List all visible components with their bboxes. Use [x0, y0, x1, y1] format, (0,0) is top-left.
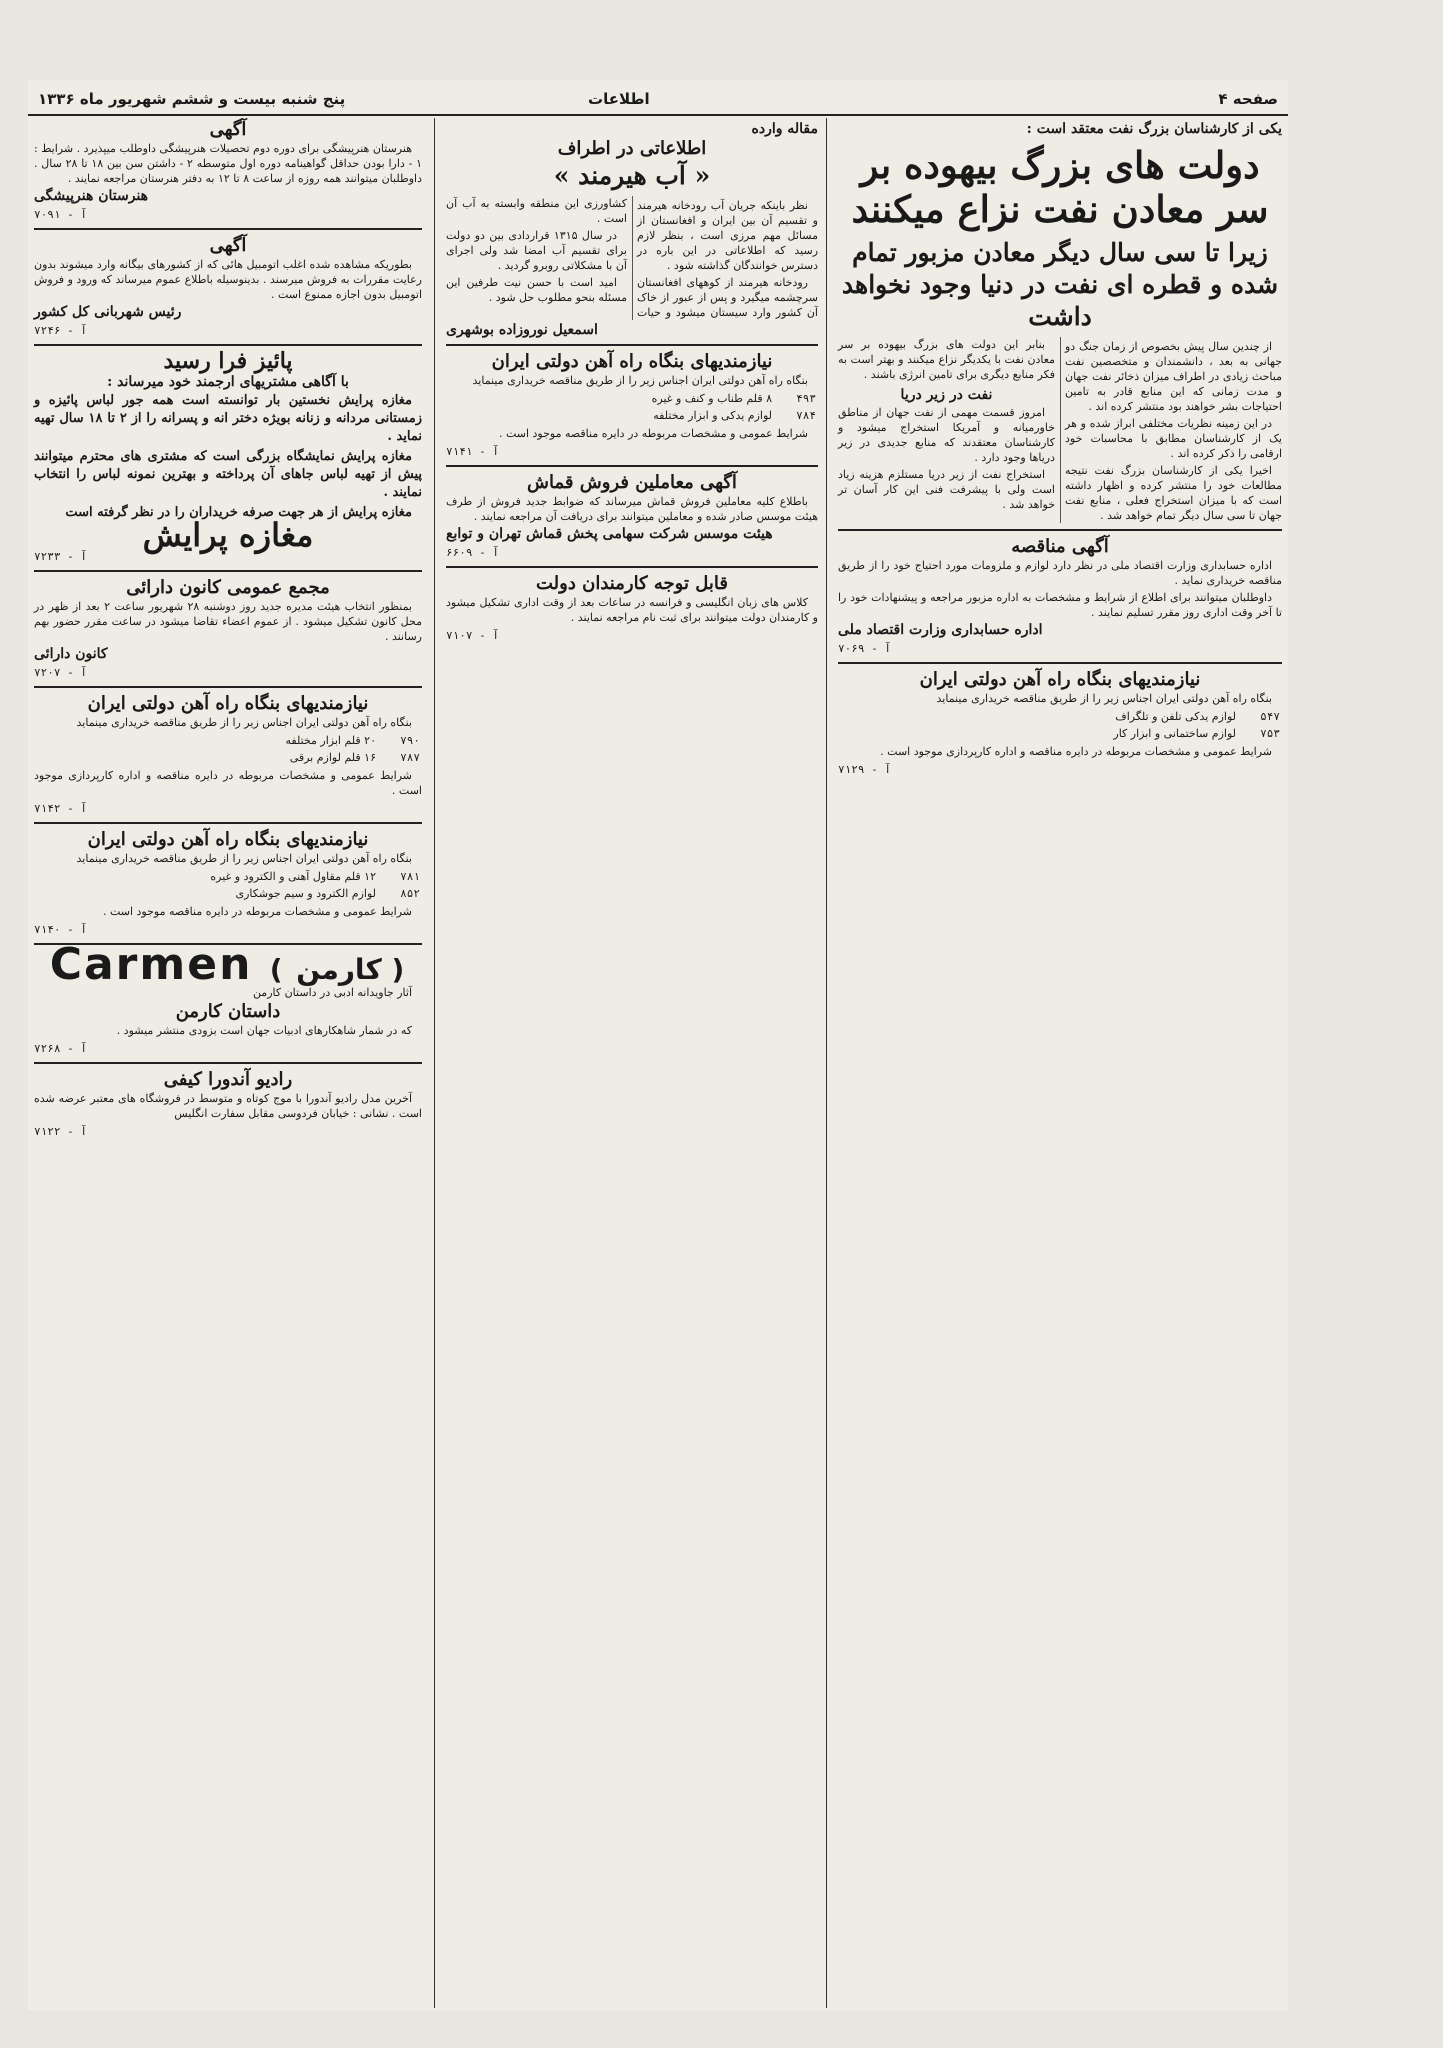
- item-text: لوازم یدکی و ابزار مختلفه: [653, 409, 772, 422]
- ad-signature: هنرستان هنرپیشگی: [34, 188, 149, 204]
- table-row: [34, 885, 422, 902]
- ad-general-assembly: [34, 570, 422, 680]
- item-number: ۷۸۴: [796, 409, 816, 422]
- fabric-traders-notice: [446, 465, 818, 560]
- ad-paragraph: بطوریکه مشاهده شده اغلب اتومبیل هائی که از کشورهای بیگانه وارد میشوند بدون رعایت مقررات به فروش میرسند . بدینوسیله باطلاع عموم میرساند که ورود و فروش اتومبیل بدون اجازه ممنوع است .: [34, 258, 422, 301]
- railway-notice-title: نیازمندیهای بنگاه راه آهن دولتی ایران: [87, 693, 369, 714]
- article-kicker: یکی از کارشناسان بزرگ نفت معتقد است :: [1026, 121, 1282, 137]
- article-title-line2: « آب هیرمند »: [553, 161, 711, 190]
- item-number: ۷۵۳: [1260, 727, 1280, 740]
- ad-reference: آ - ۷۱۴۲: [34, 802, 87, 815]
- ad-title: آگهی: [209, 119, 247, 140]
- ad-clothing-store: [34, 344, 422, 564]
- item-text: ۲۰ قلم ابزار مختلفه: [285, 734, 376, 747]
- article-body: [838, 337, 1282, 523]
- ad-paragraph: مغازه پرایش نمایشگاه بزرگی است که مشتری های محترم میتوانند پیش از تهیه لباس جاهای آن پرداخته و بهترین نمونه لباس را انتخاب نمایند .: [34, 449, 422, 500]
- item-text: لوازم یدکی تلفن و تلگراف: [1115, 710, 1236, 723]
- ad-lead: با آگاهی مشتریهای ارجمند خود میرساند :: [107, 374, 349, 390]
- employees-notice-paragraph: کلاس های زبان انگلیسی و فرانسه در ساعات بعد از وقت اداری تشکیل میشود و کارمندان دولت میتوانند برای ثبت نام مراجعه نمایند .: [446, 596, 818, 624]
- item-text: لوازم الکترود و سیم جوشکاری: [235, 887, 376, 900]
- carmen-logo-latin: Carmen: [49, 939, 253, 990]
- article-paragraph: در سال ۱۳۱۵ قراردادی بین دو دولت برای تقسیم آب امضا شد ولی اجرای آن با مشکلاتی روبرو گردید .: [446, 229, 627, 272]
- railway-notice-note: شرایط عمومی و مشخصات مربوطه در دایره مناقصه و اداره کارپردازی موجود است .: [880, 745, 1272, 758]
- article-paragraph: اخیرا یکی از کارشناسان بزرگ نفت نتیجه مطالعات خود را منتشر کرده و اظهار داشته است که با میزان استخراج فعلی ، منابع نفت جهان تا سی سال دیگر تمام خواهد شد .: [1065, 464, 1282, 522]
- section-tag: مقاله وارده: [751, 121, 818, 137]
- article-subheading: نفت در زیر دریا: [900, 387, 993, 403]
- railway-notice: [34, 822, 422, 937]
- railway-notice: [34, 686, 422, 816]
- tender-paragraph: اداره حسابداری وزارت اقتصاد ملی در نظر دارد لوازم و ملزومات مورد احتیاج خود را از طریق مناقصه خریداری نماید .: [838, 559, 1282, 587]
- ad-reference: آ - ۷۲۶۸: [34, 1042, 87, 1055]
- article-paragraph: امروز قسمت مهمی از نفت جهان از مناطق خاورمیانه و آمریکا استخراج میشود و کارشناسان معتقدند که منابع جدیدی در زیر دریاها وجود دارد .: [838, 406, 1055, 464]
- article-headline: دولت های بزرگ بیهوده بر سر معادن نفت نزاع میکنند: [851, 143, 1269, 231]
- ad-title: داستان کارمن: [175, 1001, 281, 1022]
- ad-reference: آ - ۷۱۲۲: [34, 1125, 87, 1138]
- issue-date: پنج شنبه بیست و ششم شهریور ماه ۱۳۳۶: [38, 90, 346, 108]
- table-row: [446, 390, 818, 407]
- ad-paragraph: هنرستان هنرپیشگی برای دوره دوم تحصیلات هنرپیشگی داوطلب میپذیرد . شرایط : ۱ - دارا بودن حداقل گواهینامه دوره اول متوسطه ۲ - داشتن سن بین ۱۸ تا ۲۸ سال . داوطلبان میتوانند همه روزه از ساعت ۸ تا ۱۲ به دفتر هنرستان مراجعه نمایند .: [34, 142, 422, 185]
- railway-notice: [446, 344, 818, 459]
- ad-reference: آ - ۷۱۴۱: [446, 445, 499, 458]
- railway-notice-intro: بنگاه راه آهن دولتی ایران اجناس زیر را از طریق مناقصه خریداری مینماید: [472, 374, 808, 387]
- tender-paragraph: داوطلبان میتوانند برای اطلاع از شرایط و مشخصات به اداره مزبور مراجعه و پیشنهادات خود را تا آخر وقت اداری روز مقرر تسلیم نمایند .: [838, 591, 1282, 619]
- ad-title: مجمع عمومی کانون دارائی: [126, 577, 330, 598]
- railway-notice-title: نیازمندیهای بنگاه راه آهن دولتی ایران: [491, 351, 773, 372]
- table-row: [34, 732, 422, 749]
- ad-paragraph: مغازه پرایش نخستین بار توانسته است همه جور لباس پائیزه و زمستانی مردانه و زنانه بویژه دختر انه و پسرانه را از ۲ تا ۱۸ سال تهیه نماید .: [34, 393, 422, 444]
- ad-radio: [34, 1062, 422, 1139]
- table-row: [838, 725, 1282, 742]
- item-number: ۷۸۷: [400, 751, 420, 764]
- column-divider: [826, 118, 827, 2008]
- ad-reference: آ - ۷۲۰۷: [34, 666, 87, 679]
- main-article-column: [832, 118, 1288, 2008]
- employees-notice-title: قابل توجه کارمندان دولت: [536, 573, 728, 594]
- ad-paragraph: مغازه پرایش از هر جهت صرفه خریداران را در نظر گرفته است: [65, 505, 412, 520]
- item-text: لوازم ساختمانی و ابزار کار: [1113, 727, 1236, 740]
- railway-notice: [838, 662, 1282, 777]
- ad-reference: آ - ۷۰۶۹: [838, 642, 891, 655]
- ad-reference: آ - ۷۱۴۰: [34, 923, 87, 936]
- railway-items-table: [838, 708, 1282, 742]
- ad-title: رادیو آندورا کیفی: [163, 1069, 293, 1090]
- ad-paragraph: که در شمار شاهکارهای ادبیات جهان است بزودی منتشر میشود .: [116, 1024, 412, 1037]
- ad-title: پائیز فرا رسید: [163, 348, 293, 374]
- railway-notice-intro: بنگاه راه آهن دولتی ایران اجناس زیر را از طریق مناقصه خریداری مینماید: [76, 852, 412, 865]
- ad-signature: کانون دارائی: [34, 646, 108, 662]
- item-number: ۸۵۲: [400, 887, 420, 900]
- tender-notice: [838, 529, 1282, 656]
- tender-title: آگهی مناقصه: [1011, 536, 1109, 557]
- article-paragraph: استخراج نفت از زیر دریا مستلزم هزینه زیاد است ولی با پیشرفت فنی این کار آسان تر خواهد شد .: [838, 468, 1055, 511]
- item-text: ۸ قلم طناب و کنف و غیره: [651, 392, 772, 405]
- carmen-logo: [34, 939, 422, 990]
- table-row: [446, 407, 818, 424]
- item-text: ۱۶ قلم لوازم برقی: [289, 751, 376, 764]
- ad-title: آگهی: [209, 235, 247, 256]
- ad-carmen-book: [34, 939, 422, 1056]
- item-number: ۵۴۷: [1260, 710, 1280, 723]
- ad-police-notice: [34, 228, 422, 338]
- table-row: [838, 708, 1282, 725]
- article-author: اسمعیل نوروزاده بوشهری: [446, 322, 598, 338]
- ad-reference: آ - ۷۲۳۳: [34, 550, 87, 563]
- article-paragraph: در این زمینه نظریات مختلفی ابراز شده و هر یک از کارشناسان مطابق با محاسبات خود ارقامی را ذکر کرده اند .: [1065, 417, 1282, 460]
- article-title-line1: اطلاعاتی در اطراف: [557, 138, 707, 159]
- ad-paragraph: آخرین مدل رادیو آندورا با موج کوتاه و متوسط در فروشگاه های معتبر عرضه شده است . نشانی : خیابان فردوسی مقابل سفارت انگلیس: [34, 1092, 422, 1120]
- page-header: [28, 86, 1288, 116]
- railway-notice-note: شرایط عمومی و مشخصات مربوطه در دایره مناقصه و اداره کارپردازی موجود است .: [34, 769, 422, 797]
- article-subhead: زیرا تا سی سال دیگر معادن مزبور تمام شده و قطره ای نفت در دنیا وجود نخواهد داشت: [841, 238, 1279, 331]
- fabric-notice-paragraph: باطلاع کلیه معاملین فروش قماش میرساند که ضوابط جدید فروش از طرف هیئت موسس صادر شده و معاملین میتوانند برای دریافت آن مراجعه نمایند .: [446, 495, 818, 523]
- ad-paragraph: بمنظور انتخاب هیئت مدیره جدید روز دوشنبه ۲۸ شهریور ساعت ۲ بعد از ظهر در محل کانون تشکیل میشود . از عموم اعضاء تقاضا میشود در ساعت مقرر حضور بهم رسانند .: [34, 600, 422, 643]
- carmen-logo-persian: ( کارمن ): [269, 953, 407, 986]
- ad-paragraph: آثار جاویدانه ادبی در داستان کارمن: [252, 986, 412, 999]
- table-row: [34, 868, 422, 885]
- employees-notice: [446, 566, 818, 643]
- ad-drama-school: [34, 119, 422, 222]
- tender-signature: اداره حسابداری وزارت اقتصاد ملی: [838, 622, 1043, 638]
- railway-items-table: [34, 732, 422, 766]
- fabric-notice-signature: هیئت موسس شرکت سهامی پخش قماش تهران و توابع: [446, 526, 773, 542]
- ad-reference: آ - ۷۱۰۷: [446, 629, 499, 642]
- railway-notice-title: نیازمندیهای بنگاه راه آهن دولتی ایران: [87, 829, 369, 850]
- table-row: [34, 749, 422, 766]
- railway-notice-title: نیازمندیهای بنگاه راه آهن دولتی ایران: [919, 669, 1201, 690]
- item-text: ۱۲ قلم مقاول آهنی و الکترود و غیره: [210, 870, 376, 883]
- railway-notice-intro: بنگاه راه آهن دولتی ایران اجناس زیر را از طریق مناقصه خریداری مینماید: [936, 692, 1272, 705]
- railway-notice-intro: بنگاه راه آهن دولتی ایران اجناس زیر را از طریق مناقصه خریداری مینماید: [76, 716, 412, 729]
- item-number: ۴۹۳: [796, 392, 816, 405]
- railway-notice-note: شرایط عمومی و مشخصات مربوطه در دایره مناقصه موجود است .: [102, 905, 412, 918]
- store-brand: مغازه پرایش: [142, 516, 314, 554]
- article-paragraph: بنابر این دولت های بزرگ بیهوده بر سر معادن نفت با یکدیگر نزاع میکنند و بهتر است به فکر منابع دیگری برای تامین انرژی باشند .: [838, 338, 1055, 381]
- article-paragraph: نظر باینکه جریان آب رودخانه هیرمند و تقسیم آن بین ایران و افغانستان از مسائل مهم مرزی است ، بنظر لازم رسید که اطلاعاتی در این باره در دسترس خوانندگان گذاشته شود .: [637, 199, 818, 272]
- ads-column: [28, 118, 428, 2008]
- middle-column: [440, 118, 824, 2008]
- ad-signature: رئیس شهربانی کل کشور: [34, 304, 182, 320]
- article-paragraph: از چندین سال پیش بخصوص از زمان جنگ دو جهانی به بعد ، دانشمندان و متخصصین نفت مباحث زیادی در اطراف میزان ذخائر نفت جهان و مدت زمانی که این منابع قادر به تامین احتیاجات بشر خواهند بود منتشر کرده اند .: [1065, 340, 1282, 413]
- fabric-notice-title: آگهی معاملین فروش قماش: [527, 472, 737, 493]
- railway-items-table: [446, 390, 818, 424]
- article-paragraph: رودخانه هیرمند از کوههای افغانستان سرچشمه میگیرد و پس از عبور از خاک آن کشور وارد سیستان میشود و حیات کشاورزی این منطقه وابسته به آب آن است .: [446, 197, 818, 319]
- column-divider: [434, 118, 435, 2008]
- page-number: صفحه ۴: [1218, 90, 1278, 108]
- ad-reference: آ - ۶۶۰۹: [446, 546, 499, 559]
- ad-reference: آ - ۷۰۹۱: [34, 208, 87, 221]
- article-body: [446, 196, 818, 320]
- newspaper-name: اطلاعات: [588, 90, 650, 108]
- item-number: ۷۸۱: [400, 870, 420, 883]
- ad-reference: آ - ۷۱۲۹: [838, 763, 891, 776]
- ad-reference: آ - ۷۲۴۶: [34, 324, 87, 337]
- railway-items-table: [34, 868, 422, 902]
- article-paragraph: امید است با حسن نیت طرفین این مسئله بنحو مطلوب حل شود .: [446, 276, 627, 304]
- railway-notice-note: شرایط عمومی و مشخصات مربوطه در دایره مناقصه موجود است .: [498, 427, 808, 440]
- item-number: ۷۹۰: [400, 734, 420, 747]
